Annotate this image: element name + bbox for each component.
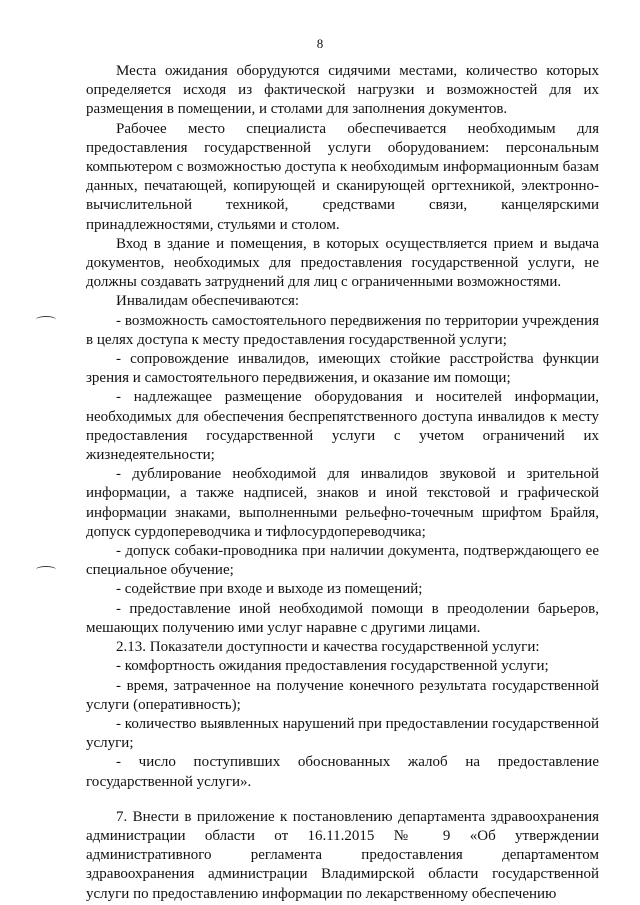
page-number: 8 [316, 36, 324, 51]
margin-mark [36, 316, 56, 323]
list-item: - комфортность ожидания предоставления государственной услуги; [116, 658, 549, 675]
list-item: - допуск собаки-проводника при наличии документа, подтверждающего ее специальное обучение; [86, 543, 599, 579]
paragraph-waiting-places: Места ожидания оборудуются сидячими местами, количество которых определяется исходя из фактической нагрузки и возможностей для их размещения в помещении, и столами для заполнения документов. [86, 63, 599, 118]
list-item: - дублирование необходимой для инвалидов звуковой и зрительной информации, а также надписей, знаков и иной текстовой и графической информации знаками, выполненными рельефно-точечным шрифтом Брайля, допуск сурдопереводчика и тифлосурдопереводчика; [86, 466, 599, 540]
list-item: - содействие при входе и выходе из помещений; [116, 581, 423, 598]
paragraph-workplace: Рабочее место специалиста обеспечивается необходимым для предоставления государственной услуги оборудованием: персональным компьютером с возможностью доступа к необходимым информационным базам данных, печатающей, копирующей и сканирующей оргтехникой, электронно-вычислительной техникой, средствами связи, канцелярскими принадлежностями, стульями и столом. [86, 120, 599, 233]
list-item: - возможность самостоятельного передвижения по территории учреждения в целях доступа к месту предоставления государственной услуги; [86, 312, 599, 348]
list-item: - число поступивших обоснованных жалоб на предоставление государственной услуги». [86, 754, 599, 790]
paragraph-disabled-intro: Инвалидам обеспечиваются: [116, 293, 300, 310]
document-body [86, 62, 599, 904]
list-item: - время, затраченное на получение конечного результата государственной услуги (оперативность); [86, 677, 599, 713]
list-item: - сопровождение инвалидов, имеющих стойкие расстройства функции зрения и самостоятельного передвижения, и оказание им помощи; [86, 351, 599, 387]
list-item: - количество выявленных нарушений при предоставлении государственной услуги; [86, 715, 599, 752]
paragraph-item-7: 7. Внести в приложение к постановлению департамента здравоохранения администрации области от 16.11.2015 № 9 «Об утверждении административного регламента предоставления департаментом здравоохранения администрации Владимирской области государственной услуги по предоставлению информации по лекарственному обеспечению [86, 808, 599, 902]
paragraph-entrance: Вход в здание и помещения, в которых осуществляется прием и выдача документов, необходимых для предоставления государственной услуги, не должны создавать затруднений для лиц с ограниченными возможностями. [86, 235, 599, 291]
section-heading-2-13: 2.13. Показатели доступности и качества государственной услуги: [116, 639, 540, 656]
list-item: - предоставление иной необходимой помощи в преодолении барьеров, мешающих получению ими услуг наравне с другими лицами. [86, 600, 599, 636]
margin-mark [36, 566, 56, 573]
list-item: - надлежащее размещение оборудования и носителей информации, необходимых для обеспечения беспрепятственного доступа инвалидов к месту предоставления государственной услуги с учетом ограничений их жизнедеятельности; [86, 389, 599, 464]
